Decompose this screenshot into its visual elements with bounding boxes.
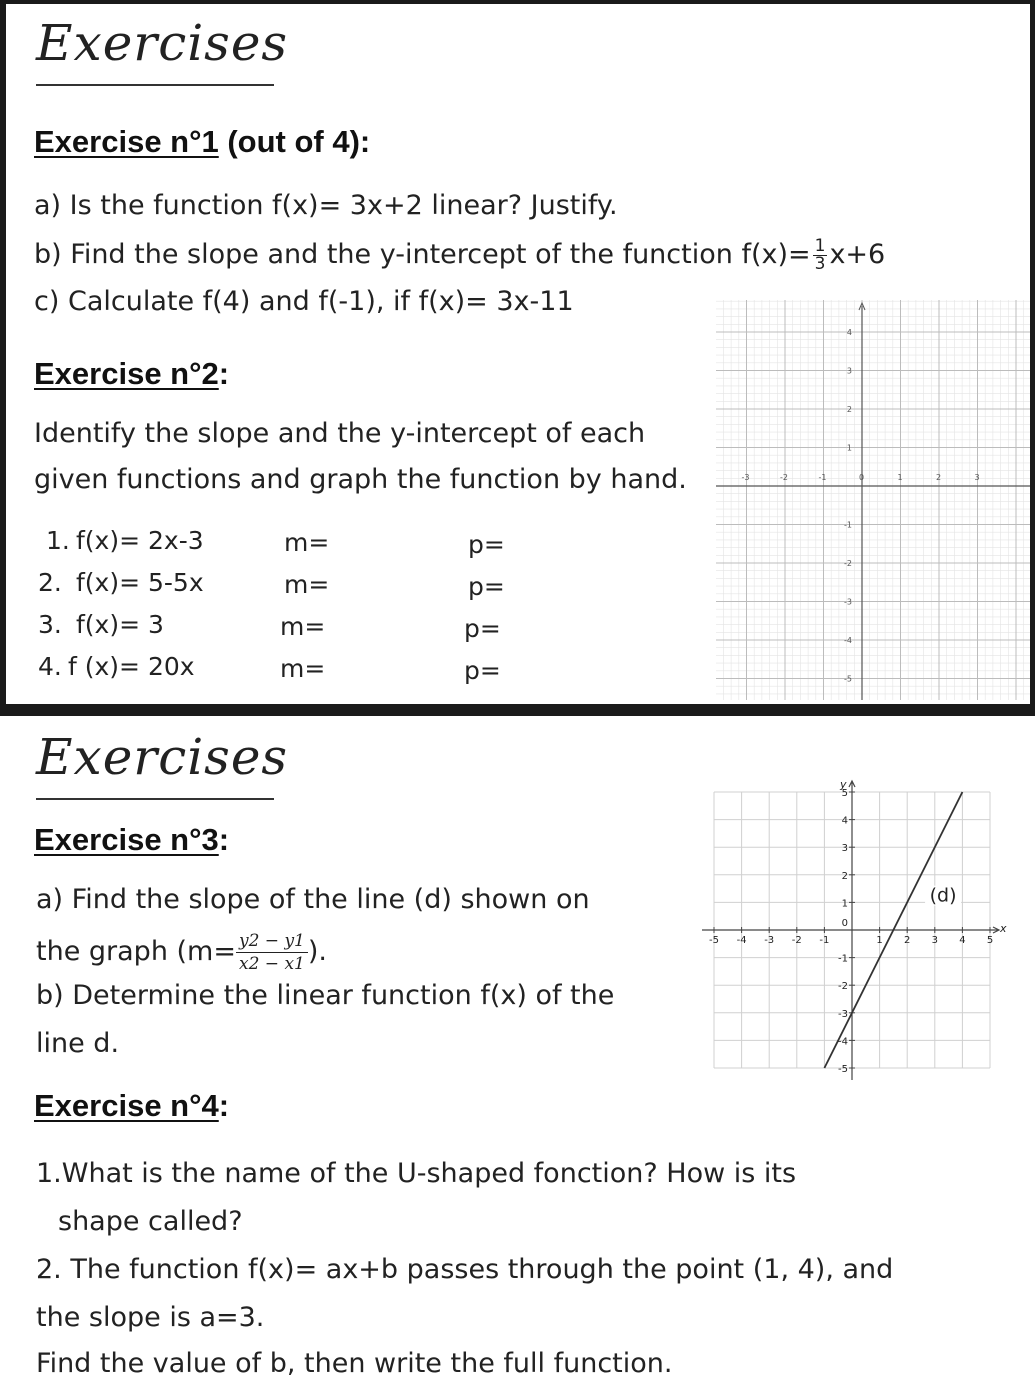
x-tick-label: 1	[876, 935, 883, 946]
fraction-one-third: $\frac{1}{3}$	[814, 236, 826, 274]
exercise-4-question-2-line-3: Find the value of b, then write the full function.	[36, 1348, 673, 1379]
list-item-slope-blank: m=	[284, 528, 330, 557]
list-item-function: f(x)= 3	[76, 610, 164, 639]
y-tick-label: -4	[838, 1036, 848, 1048]
exercise-3-question-b-line-2: line d.	[36, 1028, 120, 1059]
exercise-3-question-b-line-1: b) Determine the linear function f(x) of the	[36, 980, 615, 1011]
exercise-1-question-a: a) Is the function f(x)= 3x+2 linear? Justify.	[34, 190, 618, 221]
list-item-function: f(x)= 2x-3	[76, 526, 204, 555]
list-item-num: 3.	[38, 610, 62, 639]
x-tick-label: 3	[931, 935, 938, 946]
x-tick-label: 2	[904, 935, 911, 946]
y-tick-label: 4	[846, 328, 852, 337]
y-tick-label: 3	[846, 366, 852, 376]
list-item-num: 2.	[38, 568, 62, 597]
list-item-function: f(x)= 5-5x	[76, 568, 204, 597]
x-tick-label: -2	[791, 935, 802, 946]
x-tick-label: -1	[819, 935, 830, 946]
exercise-2-instructions-line-2: given functions and graph the function by hand.	[34, 464, 687, 495]
y-tick-label: -5	[844, 674, 852, 684]
list-item-slope-blank: m=	[280, 612, 326, 641]
x-tick-label: 0	[859, 473, 865, 482]
y-tick-label: 1	[846, 443, 852, 453]
exercise-1-question-c: c) Calculate f(4) and f(-1), if f(x)= 3x-11	[34, 286, 574, 317]
y-tick-label: -3	[844, 597, 852, 607]
exercise-4-question-2-line-2: the slope is a=3.	[36, 1302, 265, 1333]
y-tick-label: 5	[841, 788, 848, 799]
x-tick-label: 3	[974, 473, 980, 482]
y-tick-label: 3	[841, 843, 848, 855]
blank-grid-graph-paper	[716, 300, 1030, 700]
title-underline	[36, 84, 274, 86]
list-item-slope-blank: m=	[284, 570, 330, 599]
y-tick-label: 1	[841, 898, 848, 910]
y-tick-label: 2	[841, 870, 848, 882]
page-title: Exercises	[36, 14, 289, 72]
y-axis-label: y	[840, 778, 847, 791]
list-item-slope-blank: m=	[280, 654, 326, 683]
list-item-function: f (x)= 20x	[68, 652, 195, 681]
list-item-intercept-blank: p=	[464, 614, 501, 643]
y-tick-label: -3	[838, 1008, 848, 1020]
exercise-3-question-a-line-1: a) Find the slope of the line (d) shown on	[36, 884, 590, 915]
x-tick-label: -3	[741, 473, 750, 482]
x-tick-label: -5	[709, 935, 719, 946]
x-tick-label: 1	[897, 473, 903, 482]
line-d-chart	[700, 766, 1020, 1086]
y-tick-label: 4	[841, 815, 848, 827]
x-tick-label: 2	[936, 473, 942, 482]
y-tick-label: -2	[838, 981, 848, 993]
list-item-intercept-blank: p=	[468, 530, 505, 559]
x-tick-label: -4	[736, 935, 747, 946]
x-tick-label: -3	[764, 935, 775, 946]
list-item-num: 4.	[38, 652, 62, 681]
x-tick-label: 5	[986, 935, 994, 946]
origin-label: 0	[841, 918, 848, 929]
exercise-4-question-1-line-2: shape called?	[58, 1206, 243, 1237]
exercise-4-question-1-line-1: 1.What is the name of the U-shaped fonction? How is its	[36, 1158, 797, 1189]
list-item-intercept-blank: p=	[464, 656, 501, 685]
y-tick-label: 2	[846, 405, 852, 414]
list-item-intercept-blank: p=	[468, 572, 505, 601]
slope-formula-fraction: $\frac{y2 - y1}{x2 - x1}$	[236, 930, 308, 975]
x-tick-label: 4	[959, 935, 966, 946]
worksheet-page-1	[6, 4, 1030, 704]
y-tick-label: -4	[844, 636, 852, 645]
list-item-num: 1.	[46, 526, 70, 555]
exercise-4-question-2-line-1: 2. The function f(x)= ax+b passes through the point (1, 4), and	[36, 1254, 894, 1285]
y-tick-label: -1	[844, 520, 852, 530]
exercise-3-question-a-line-2: the graph (m= $\frac{y2 - y1}{x2 - x1}$ ).	[36, 931, 327, 974]
page-title: Exercises	[36, 728, 289, 786]
title-underline	[36, 798, 274, 800]
y-tick-label: -5	[838, 1064, 848, 1075]
y-tick-label: -1	[838, 953, 848, 965]
exercise-2-instructions-line-1: Identify the slope and the y-intercept of each	[34, 418, 646, 449]
worksheet-page-2	[0, 716, 1035, 1396]
exercise-1-question-b: b) Find the slope and the y-intercept of the function f(x)= $\frac{1}{3}$ x+6	[34, 236, 886, 274]
x-tick-label: -1	[818, 473, 827, 482]
exercise-1-heading: Exercise n°1 (out of 4):	[34, 124, 371, 159]
line-d-label: (d)	[929, 884, 957, 907]
exercise-4-heading: Exercise n°4:	[34, 1088, 230, 1123]
exercise-3-heading: Exercise n°3:	[34, 822, 230, 857]
x-axis-label: x	[1000, 922, 1007, 935]
exercise-2-heading: Exercise n°2:	[34, 356, 230, 391]
y-tick-label: -2	[844, 559, 852, 568]
x-tick-label: -2	[780, 473, 788, 482]
